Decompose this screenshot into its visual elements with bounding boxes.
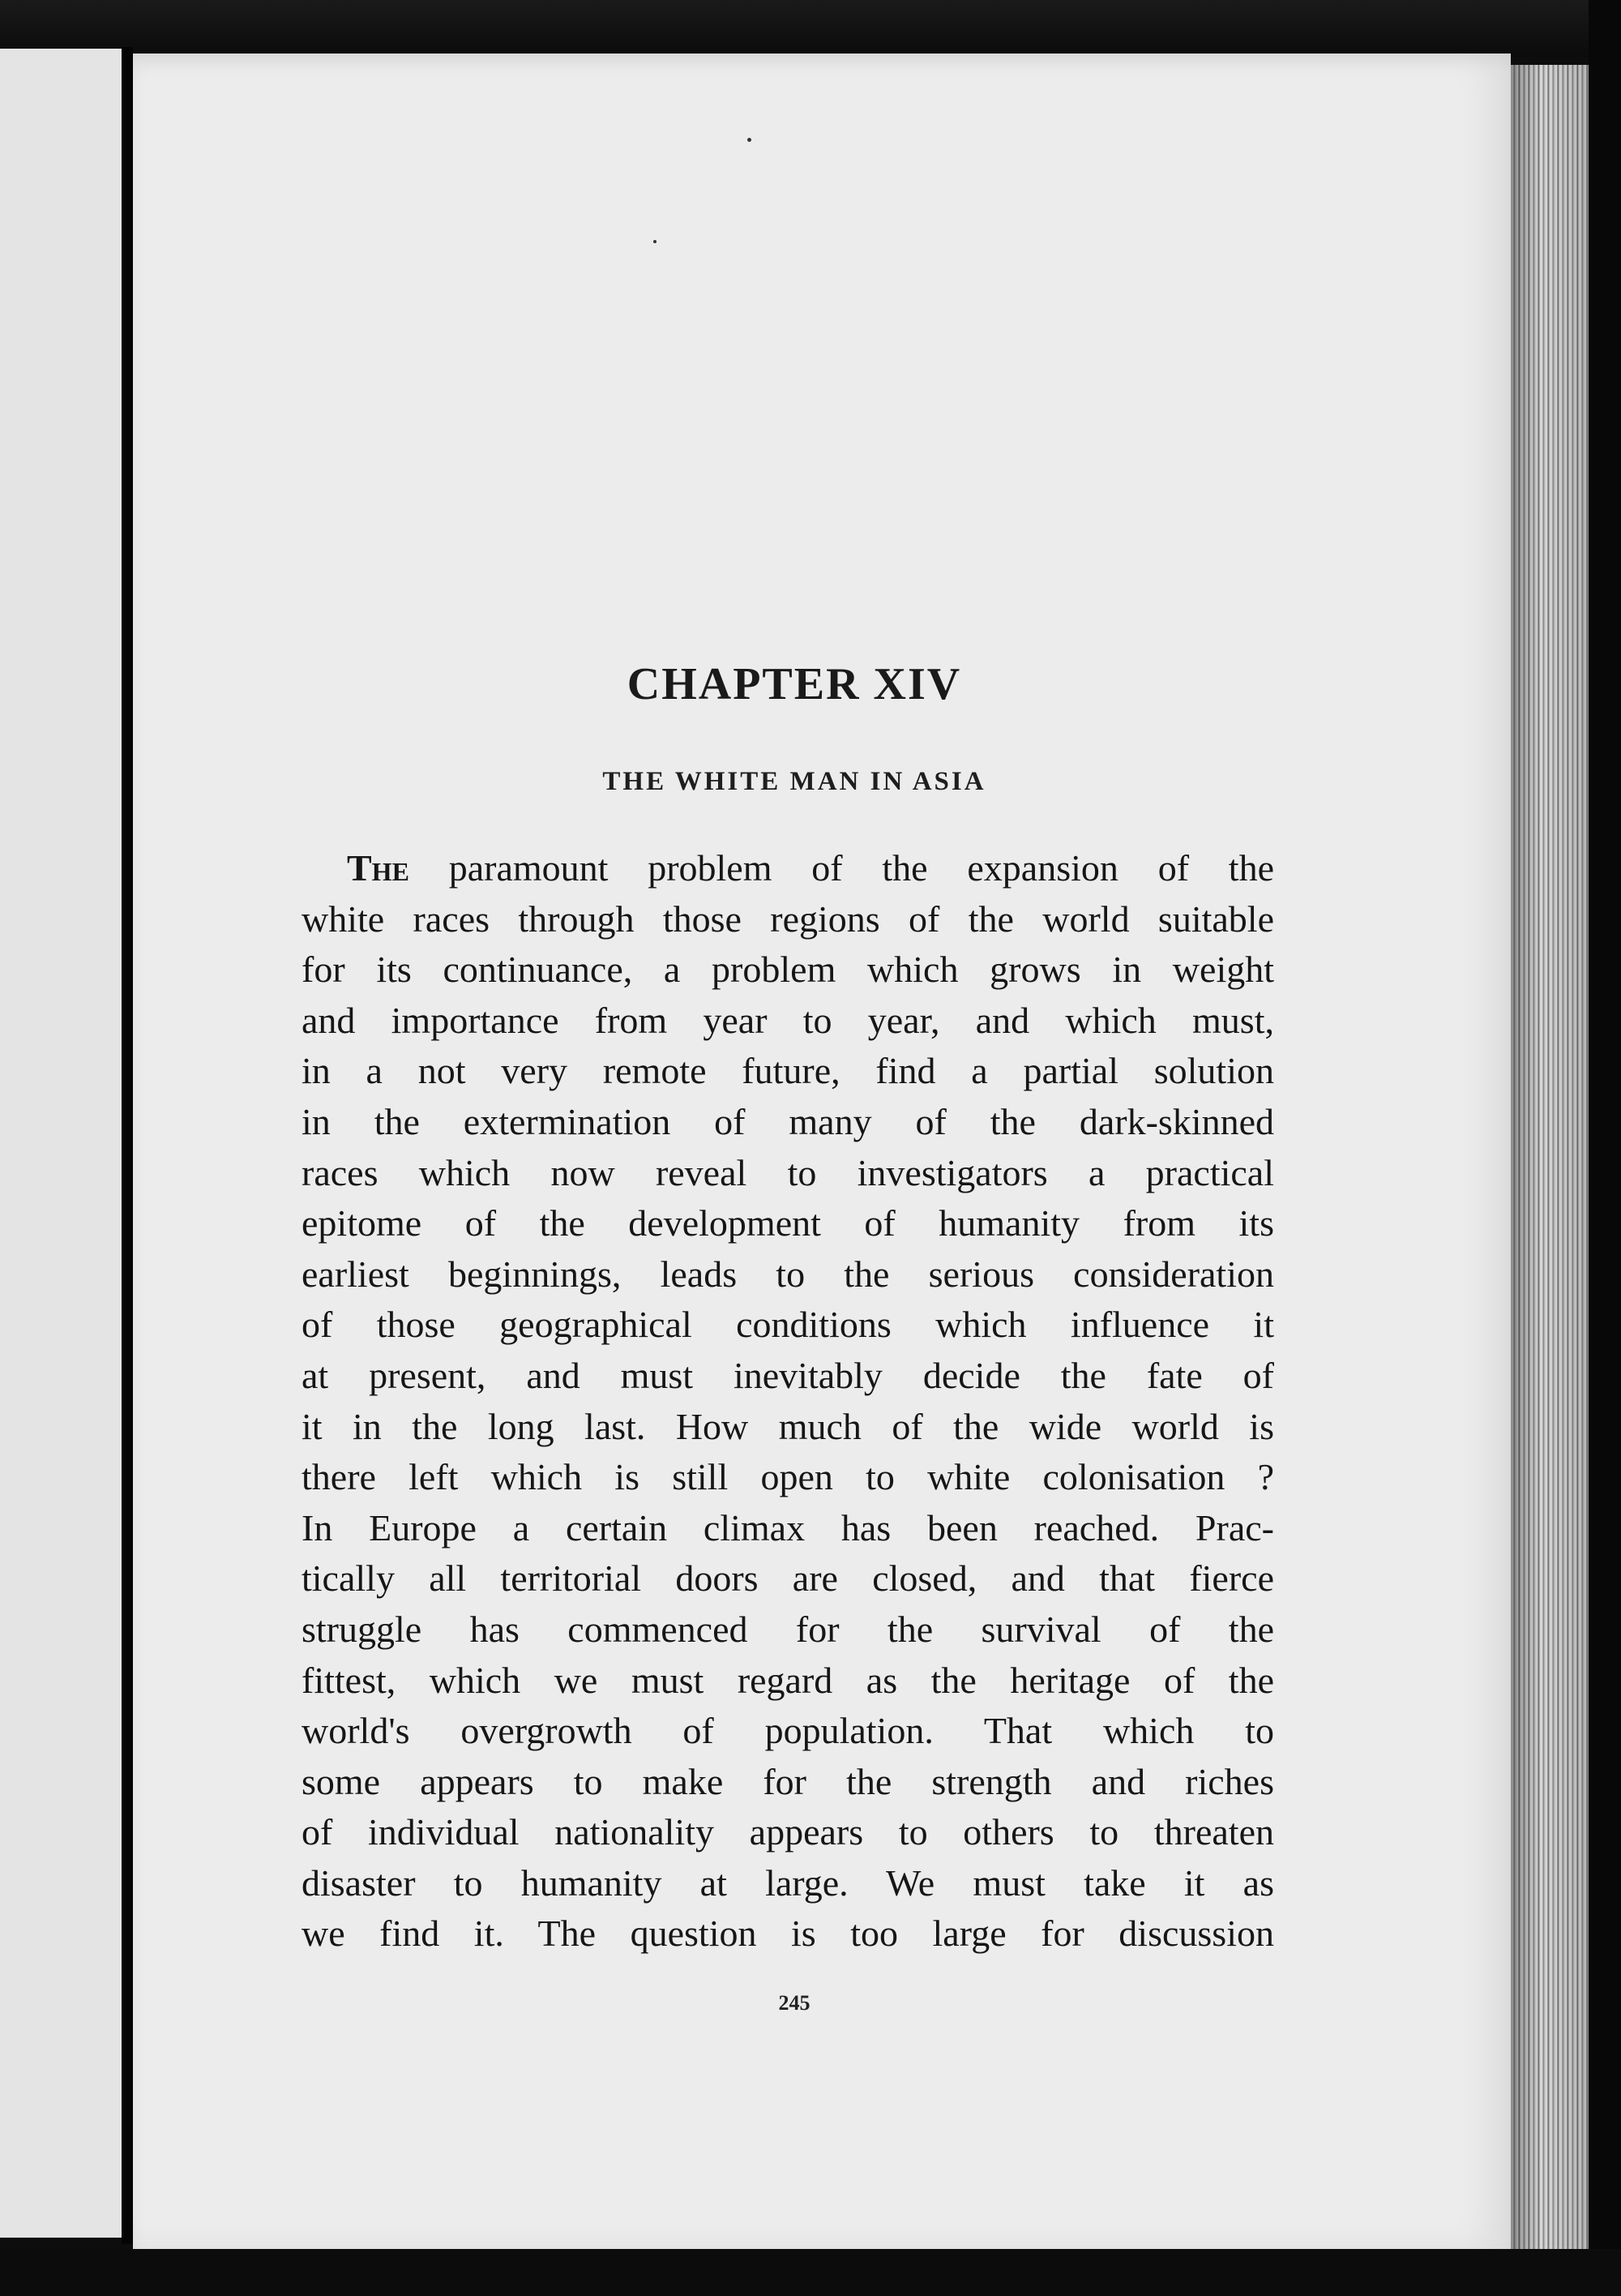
scan-speck — [747, 138, 751, 142]
scan-top-border — [0, 0, 1621, 57]
text-line: there left which is still open to white colonisation ? — [302, 1456, 1274, 1498]
text-line-content: paramount problem of the expansion of the — [408, 847, 1274, 889]
text-line: tically all territorial doors are closed, and that fierce — [302, 1557, 1274, 1600]
opening-word: The — [347, 847, 409, 889]
binding-gutter — [122, 47, 133, 2244]
text-line: in the extermination of many of the dark-skinned — [302, 1100, 1274, 1142]
text-line: some appears to make for the strength and riches — [302, 1760, 1274, 1802]
text-line — [302, 843, 1274, 894]
scan-bottom-border — [0, 2249, 1621, 2296]
text-line: fittest, which we must regard as the heritage of the — [302, 1659, 1274, 1701]
text-line: of those geographical conditions which influence it — [302, 1304, 1274, 1346]
text-line: for its continuance, a problem which grows in weight — [302, 949, 1274, 991]
chapter-number: CHAPTER XIV — [627, 659, 962, 709]
text-line: and importance from year to year, and which must, — [302, 999, 1274, 1041]
text-line: in a not very remote future, find a partial solution — [302, 1050, 1274, 1092]
scan-speck — [653, 240, 657, 243]
chapter-title: THE WHITE MAN IN ASIA — [602, 767, 986, 796]
text-line: we find it. The question is too large for discussion — [302, 1913, 1274, 1955]
text-line: it in the long last. How much of the wide world is — [302, 1405, 1274, 1447]
page-number: 245 — [778, 1991, 810, 2015]
text-line: disaster to humanity at large. We must take it as — [302, 1861, 1274, 1904]
text-line: at present, and must inevitably decide the fate of — [302, 1354, 1274, 1396]
text-line: In Europe a certain climax has been reached. Prac- — [302, 1506, 1274, 1549]
text-line: of individual nationality appears to others to threaten — [302, 1811, 1274, 1853]
fore-edge-shadow — [1511, 65, 1589, 2254]
text-line: earliest beginnings, leads to the serious consideration — [302, 1253, 1274, 1295]
chapter-body-paragraph — [302, 843, 1274, 1960]
scan-right-border — [1589, 0, 1621, 2296]
text-line: struggle has commenced for the survival of the — [302, 1608, 1274, 1650]
previous-page-edge — [0, 49, 122, 2238]
text-line: races which now reveal to investigators a practical — [302, 1151, 1274, 1193]
text-line: world's overgrowth of population. That which to — [302, 1710, 1274, 1752]
text-line: white races through those regions of the world suitable — [302, 897, 1274, 940]
text-line: epitome of the development of humanity from its — [302, 1202, 1274, 1244]
